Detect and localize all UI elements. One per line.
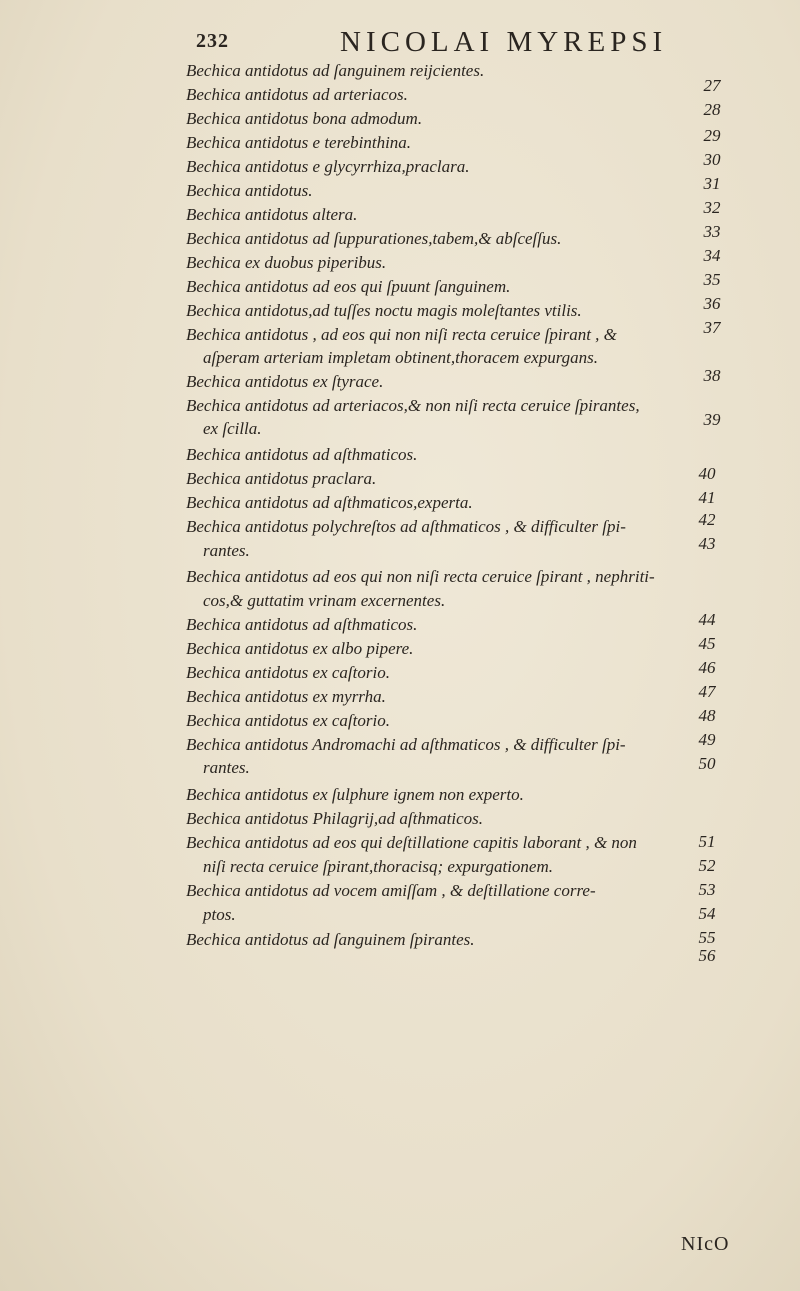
entry-line: Bechica antidotus ad arteriacos,& non niſi recta ceruice ſpirantes, [186, 396, 640, 415]
margin-number: 29 [703, 126, 721, 145]
margin-number: 36 [703, 294, 721, 313]
entry-line: Bechica antidotus. [186, 181, 313, 200]
entry-line: Bechica antidotus ex caſtorio. [186, 711, 390, 730]
margin-number: 38 [703, 366, 721, 385]
entry-line: ptos. [203, 905, 236, 924]
catchword: NIcO [681, 1233, 730, 1255]
entry-line: Bechica antidotus , ad eos qui non niſi recta ceruice ſpirant , & [186, 325, 617, 344]
entry-line: Bechica antidotus Andromachi ad aſthmaticos , & difficulter ſpi- [186, 735, 626, 754]
margin-number: 32 [703, 198, 721, 217]
margin-number: 43 [698, 534, 716, 553]
margin-number: 53 [698, 880, 716, 899]
entry-line: Bechica antidotus polychreſtos ad aſthmaticos , & difficulter ſpi- [186, 517, 626, 536]
margin-number: 30 [703, 150, 721, 169]
margin-number: 41 [698, 488, 716, 507]
entry-line: Bechica antidotus ad arteriacos. [186, 85, 408, 104]
margin-number: 33 [703, 222, 721, 241]
entry-line: Bechica antidotus e terebinthina. [186, 133, 412, 152]
entry-line: Bechica ex duobus piperibus. [186, 253, 387, 272]
entry-line: Bechica antidotus altera. [186, 205, 358, 224]
margin-number: 54 [698, 904, 716, 923]
margin-number: 51 [698, 832, 716, 851]
margin-number: 34 [703, 246, 721, 265]
margin-number: 50 [698, 754, 716, 773]
margin-number: 45 [698, 634, 716, 653]
entry-line: Bechica antidotus ad ſanguinem reijcientes. [186, 61, 485, 80]
margin-number: 44 [698, 610, 716, 629]
folio-number: 232 [196, 30, 229, 52]
entry-line: Bechica antidotus ex albo pipere. [186, 639, 414, 658]
entry-line: Bechica antidotus ad eos qui ſpuunt ſanguinem. [186, 277, 511, 296]
entry-line: ex ſcilla. [203, 419, 262, 438]
entry-line: Bechica antidotus Philagrij,ad aſthmaticos. [186, 809, 484, 828]
entry-line: Bechica antidotus praclara. [186, 469, 377, 488]
margin-number: 37 [703, 318, 721, 337]
margin-number: 42 [698, 510, 716, 529]
margin-number: 49 [698, 730, 716, 749]
entry-line: Bechica antidotus ad eos qui deſtillatione capitis laborant , & non [186, 833, 637, 852]
entry-line: Bechica antidotus ex caſtorio. [186, 663, 390, 682]
entry-line: Bechica antidotus ad vocem amiſſam , & deſtillatione corre- [186, 881, 596, 900]
margin-number: 39 [703, 410, 721, 429]
margin-number: 31 [703, 174, 721, 193]
margin-number: 55 [698, 928, 716, 947]
running-head: NICOLAI MYREPSI [340, 26, 668, 58]
entry-line: Bechica antidotus ad aſthmaticos,experta. [186, 493, 473, 512]
entry-line: Bechica antidotus ad ſuppurationes,tabem,& abſceſſus. [186, 229, 562, 248]
entry-line: rantes. [203, 541, 250, 560]
margin-number: 47 [698, 682, 716, 701]
entry-line: Bechica antidotus ex ſtyrace. [186, 372, 384, 391]
margin-number: 35 [703, 270, 721, 289]
entry-line: Bechica antidotus ex myrrha. [186, 687, 386, 706]
entry-line: Bechica antidotus,ad tuſſes noctu magis moleſtantes vtilis. [186, 301, 582, 320]
entry-line: Bechica antidotus bona admodum. [186, 109, 423, 128]
entry-line: aſperam arteriam impletam obtinent,thoracem expurgans. [203, 348, 599, 367]
margin-number: 52 [698, 856, 716, 875]
entry-line: Bechica antidotus ad ſanguinem ſpirantes. [186, 930, 475, 949]
entry-line: niſi recta ceruice ſpirant,thoracisq; expurgationem. [203, 857, 554, 876]
margin-number: 40 [698, 464, 716, 483]
entry-line: rantes. [203, 758, 250, 777]
entry-line: cos,& guttatim vrinam excernentes. [203, 591, 446, 610]
entry-line: Bechica antidotus ad aſthmaticos. [186, 445, 418, 464]
margin-number: 48 [698, 706, 716, 725]
entry-line: Bechica antidotus ex ſulphure ignem non experto. [186, 785, 524, 804]
margin-number: 28 [703, 100, 721, 119]
entry-line: Bechica antidotus e glycyrrhiza,praclara. [186, 157, 470, 176]
entry-line: Bechica antidotus ad eos qui non niſi recta ceruice ſpirant , nephriti- [186, 567, 655, 586]
margin-number: 27 [703, 76, 721, 95]
margin-number: 56 [698, 946, 716, 965]
margin-number: 46 [698, 658, 716, 677]
entry-line: Bechica antidotus ad aſthmaticos. [186, 615, 418, 634]
